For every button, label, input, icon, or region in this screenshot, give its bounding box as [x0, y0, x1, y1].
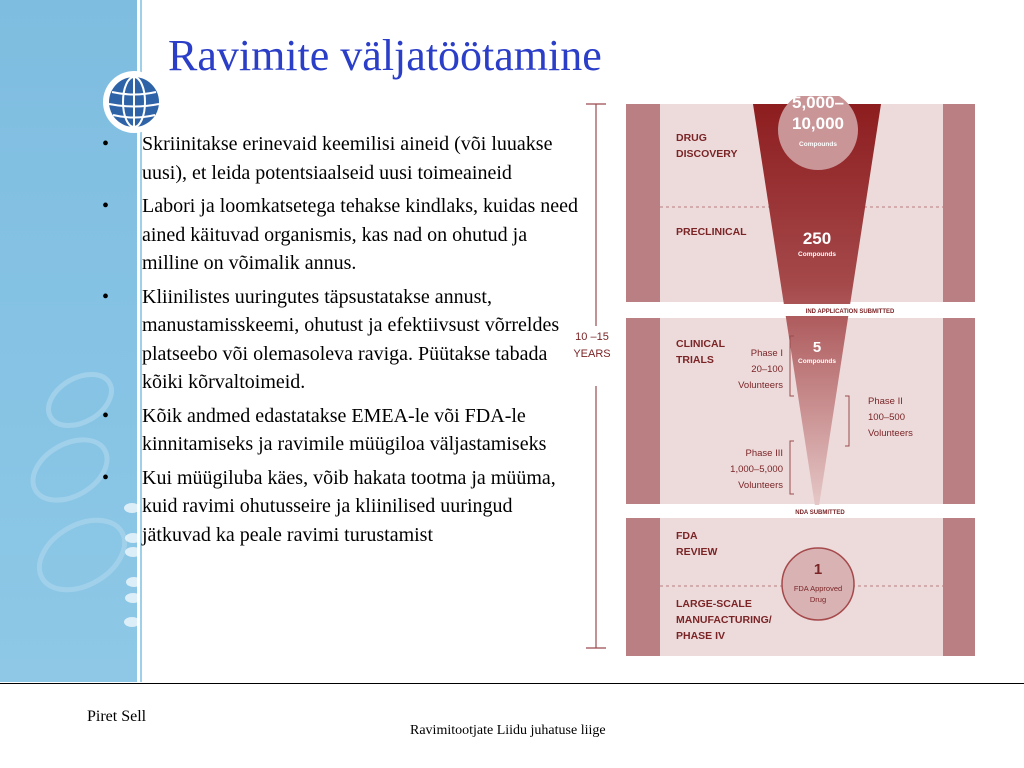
bullet-marker: • [102, 404, 110, 427]
count-approved-label: Drug [809, 595, 827, 604]
phase2-label: 100–500 [868, 412, 905, 423]
bullet-text: Labori ja loomkatsetega tehakse kindlaks, kuidas need ained käituvad organismis, kas nad on ohutud ja milline on võimalik annus. [142, 195, 578, 274]
phase1-label: Volunteers [738, 380, 783, 391]
count-approved-label: FDA Approved [793, 584, 843, 593]
duration-bracket [586, 104, 606, 648]
phase1-label: 20–100 [751, 364, 783, 375]
footer-divider [0, 683, 1024, 684]
stage-review: REVIEW [676, 546, 718, 558]
stage-preclinical: PRECLINICAL [676, 226, 747, 238]
bullet-text: Kui müügiluba käes, võib hakata tootma ja müüma, kuid ravimi ohutusseire ja kliinilised uuringud jätkuvad ka peale ravimi turustamist [142, 466, 556, 546]
phase3-label: Volunteers [738, 480, 783, 491]
count-discovery-unit: Compounds [799, 141, 837, 148]
bullet-text: Skriinitakse erinevaid keemilisi aineid (või luuakse uusi), et leida potentsiaalseid uusi toimeaineid [142, 133, 553, 184]
bullet-marker: • [102, 133, 110, 155]
stage-discovery: DRUG [676, 132, 707, 144]
duration-label: 10 –15 [575, 331, 609, 343]
stage-manufacturing: MANUFACTURING/ [676, 614, 772, 626]
bullet-text: Kõik andmed edastatakse EMEA-le või FDA-le kinnitamiseks ja ravimile müügiloa väljastamiseks [142, 404, 547, 455]
bullet-list [102, 130, 580, 554]
phase3-label: Phase III [745, 448, 783, 459]
count-preclinical: 250 [802, 229, 832, 248]
phase2-label: Phase II [868, 396, 903, 407]
ind-milestone: IND APPLICATION SUBMITTED [805, 309, 895, 315]
bullet-item [102, 464, 580, 550]
count-preclinical-unit: Compounds [798, 251, 836, 258]
bullet-marker: • [102, 466, 110, 489]
bullet-item [102, 130, 580, 187]
bullet-marker: • [102, 195, 110, 217]
count-discovery: 5,000– [792, 96, 844, 112]
drug-development-funnel [568, 96, 980, 662]
phase2-label: Volunteers [868, 428, 913, 439]
count-clinical: 5 [812, 339, 822, 356]
stage-manufacturing: PHASE IV [676, 630, 726, 642]
bullet-item [102, 283, 580, 397]
footer-organization: Ravimitootjate Liidu juhatuse liige [410, 723, 606, 738]
ind-milestone-bar [626, 304, 975, 316]
bullet-marker: • [102, 285, 110, 308]
slide-title: Ravimite väljatöötamine [168, 31, 602, 80]
stage-clinical: TRIALS [676, 354, 714, 366]
count-clinical-unit: Compounds [798, 358, 836, 365]
stage-discovery: DISCOVERY [676, 148, 738, 160]
globe-icon [102, 70, 166, 134]
bullet-item [102, 402, 580, 459]
count-discovery: 10,000 [792, 114, 844, 133]
stage-review: FDA [676, 530, 698, 542]
bullet-item [102, 192, 580, 278]
count-approved: 1 [813, 561, 823, 578]
nda-milestone: NDA SUBMITTED [795, 510, 845, 516]
bullet-text: Kliinilistes uuringutes täpsustatakse annust, manustamisskeemi, ohutust ja efektiivsust võrreldes platseebo või olemasoleva raviga. Püütakse tabada kõiki kõrvaltoimeid. [142, 285, 560, 393]
footer-author: Piret Sell [87, 708, 147, 725]
stage-manufacturing: LARGE-SCALE [676, 598, 752, 610]
phase1-label: Phase I [750, 348, 783, 359]
duration-label: YEARS [573, 348, 611, 360]
phase3-label: 1,000–5,000 [730, 464, 783, 475]
stage-clinical: CLINICAL [676, 338, 725, 350]
